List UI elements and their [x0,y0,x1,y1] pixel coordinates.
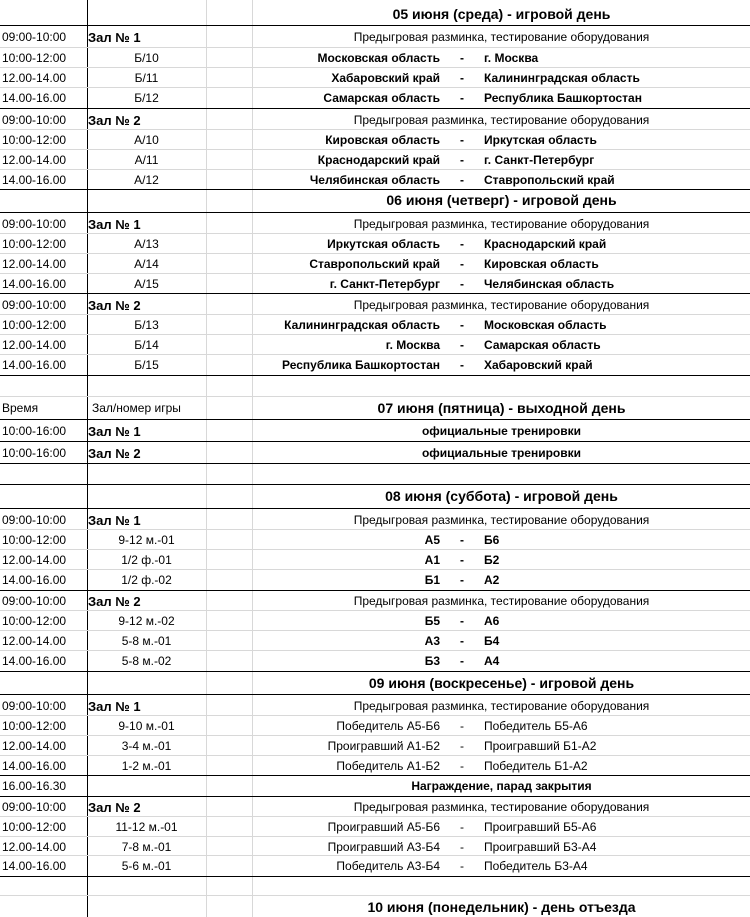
grid-line-horizontal [0,354,750,355]
game-time: 10:00-12:00 [2,51,67,65]
training-time: 10:00-16:00 [2,424,67,438]
day-title-row [0,398,750,418]
team-home: Республика Башкортостан [282,358,440,372]
team-home: Б1 [424,573,440,587]
vs-dash: - [460,654,464,668]
grid-line-horizontal [0,895,750,896]
game-time: 12.00-14.00 [2,71,67,85]
team-away: Самарская область [484,338,601,352]
grid-line-horizontal [0,253,750,254]
grid-line-horizontal [0,694,750,695]
hall-time: 09:00-10:00 [2,800,67,814]
hall-name: Зал № 1 [88,29,141,45]
game-row [0,631,750,651]
hall-note: Предыгровая разминка, тестирование оборудования [353,513,650,527]
game-time: 12.00-14.00 [2,553,67,567]
team-away: Московская область [484,318,607,332]
vs-dash: - [460,859,464,873]
game-code: Б/10 [134,51,159,65]
hall-time: 09:00-10:00 [2,113,67,127]
vs-dash: - [460,153,464,167]
game-row [0,736,750,756]
hall-header-row [0,110,750,130]
hall-header-row [0,591,750,611]
grid-line-horizontal [0,87,750,88]
game-code: 5-8 м.-01 [121,634,172,648]
grid-line-horizontal [0,375,750,376]
game-time: 14.00-16.00 [2,91,67,105]
hall-note: Предыгровая разминка, тестирование оборудования [353,113,650,127]
team-away: г. Москва [484,51,539,65]
hall-note: Предыгровая разминка, тестирование оборудования [353,298,650,312]
vs-dash: - [460,173,464,187]
game-code: 11-12 м.-01 [115,820,178,834]
game-row [0,130,750,150]
game-code: Б/13 [134,318,159,332]
grid-line-horizontal [0,816,750,817]
game-row [0,68,750,88]
game-code: А/14 [134,257,159,271]
hall-name: Зал № 1 [88,698,141,714]
vs-dash: - [460,840,464,854]
game-time: 12.00-14.00 [2,338,67,352]
grid-line-horizontal [0,189,750,190]
game-row [0,254,750,274]
grid-line-horizontal [0,630,750,631]
day-title-row [0,4,750,24]
training-row [0,443,750,463]
team-home: Челябинская область [309,173,440,187]
vs-dash: - [460,739,464,753]
vs-dash: - [460,614,464,628]
vs-dash: - [460,51,464,65]
team-home: Иркутская область [327,237,440,251]
day-title: 08 июня (суббота) - игровой день [385,488,618,504]
team-away: Б6 [484,533,500,547]
grid-line-horizontal [0,549,750,550]
hall-header-row [0,510,750,530]
team-home: Проигравший А5-Б6 [327,820,440,834]
game-code: А/12 [134,173,159,187]
team-home: А1 [424,553,440,567]
game-time: 14.00-16.00 [2,358,67,372]
team-away: Победитель Б1-А2 [484,759,588,773]
hall-note: Предыгровая разминка, тестирование оборудования [353,594,650,608]
game-row [0,756,750,776]
game-code: А/13 [134,237,159,251]
team-home: Победитель А5-Б6 [336,719,440,733]
hall-name: Зал № 1 [88,512,141,528]
hall-header-row [0,27,750,47]
team-away: Победитель Б5-А6 [484,719,588,733]
team-away: Челябинская область [484,277,615,291]
training-row [0,421,750,441]
game-time: 10:00-12:00 [2,318,67,332]
grid-line-horizontal [0,273,750,274]
grid-line-horizontal [0,715,750,716]
game-time: 14.00-16.00 [2,173,67,187]
game-row [0,530,750,550]
grid-line-horizontal [0,755,750,756]
team-away: Б2 [484,553,500,567]
day-title: 10 июня (понедельник) - день отъезда [367,899,636,915]
day-title-row [0,190,750,210]
hall-header-row [0,696,750,716]
game-row [0,315,750,335]
game-code: А/11 [134,153,159,167]
game-code: 7-8 м.-01 [121,840,172,854]
hall-name: Зал № 1 [88,216,141,232]
hall-header-row [0,214,750,234]
training-note: официальные тренировки [421,424,582,438]
grid-line-horizontal [0,67,750,68]
grid-line-horizontal [0,169,750,170]
team-home: г. Москва [385,338,440,352]
team-away: Победитель Б3-А4 [484,859,588,873]
game-code: 5-6 м.-01 [121,859,172,873]
column-header-time: Время [2,401,39,415]
game-row [0,716,750,736]
team-home: Б5 [424,614,440,628]
team-home: Калининградская область [284,318,440,332]
hall-name: Зал № 2 [88,297,141,313]
game-time: 12.00-14.00 [2,634,67,648]
game-code: 1/2 ф.-02 [121,573,172,587]
day-title-row [0,897,750,917]
column-header-hall: Зал/номер игры [92,401,181,415]
grid-line-horizontal [0,396,750,397]
grid-line-horizontal [0,419,750,420]
game-code: Б/12 [134,91,159,105]
grid-line-horizontal [0,129,750,130]
hall-time: 09:00-10:00 [2,30,67,44]
hall-note: Предыгровая разминка, тестирование оборудования [353,30,650,44]
hall-note: Предыгровая разминка, тестирование оборудования [353,217,650,231]
grid-line-horizontal [0,334,750,335]
grid-line-horizontal [0,25,750,26]
grid-line-vertical [87,0,88,917]
game-time: 14.00-16.00 [2,654,67,668]
hall-time: 09:00-10:00 [2,298,67,312]
hall-time: 09:00-10:00 [2,594,67,608]
vs-dash: - [460,257,464,271]
team-home: А3 [424,634,440,648]
game-time: 14.00-16.00 [2,759,67,773]
day-title: 06 июня (четверг) - игровой день [386,192,617,208]
game-code: 1/2 ф.-01 [121,553,172,567]
game-code: 1-2 м.-01 [121,759,172,773]
vs-dash: - [460,820,464,834]
game-row [0,170,750,190]
vs-dash: - [460,533,464,547]
team-away: Проигравший Б5-А6 [484,820,597,834]
ceremony-text: Награждение, парад закрытия [411,779,592,793]
ceremony-time: 16.00-16.30 [2,779,67,793]
hall-name: Зал № 2 [88,445,141,461]
team-home: Самарская область [323,91,440,105]
game-row [0,817,750,837]
hall-name: Зал № 2 [88,593,141,609]
game-code: А/10 [134,133,159,147]
team-away: Проигравший Б3-А4 [484,840,597,854]
grid-line-horizontal [0,293,750,294]
team-home: Хабаровский край [331,71,440,85]
grid-line-vertical [206,0,207,917]
team-home: Ставропольский край [309,257,440,271]
grid-line-horizontal [0,314,750,315]
game-code: 9-10 м.-01 [118,719,175,733]
team-home: Кировская область [325,133,440,147]
hall-note: Предыгровая разминка, тестирование оборудования [353,800,650,814]
game-code: А/15 [134,277,159,291]
team-away: Кировская область [484,257,599,271]
game-time: 10:00-12:00 [2,719,67,733]
game-time: 12.00-14.00 [2,153,67,167]
grid-line-horizontal [0,212,750,213]
grid-line-horizontal [0,484,750,485]
vs-dash: - [460,358,464,372]
game-row [0,335,750,355]
game-row [0,234,750,254]
team-home: Проигравший А1-Б2 [327,739,440,753]
team-home: Московская область [317,51,440,65]
team-home: Краснодарский край [317,153,440,167]
team-away: Проигравший Б1-А2 [484,739,597,753]
team-away: г. Санкт-Петербург [484,153,595,167]
hall-name: Зал № 2 [88,112,141,128]
game-code: Б/11 [134,71,159,85]
day-title: 07 июня (пятница) - выходной день [377,400,626,416]
vs-dash: - [460,573,464,587]
game-code: 5-8 м.-02 [121,654,172,668]
day-title-row [0,673,750,693]
game-time: 10:00-12:00 [2,237,67,251]
vs-dash: - [460,277,464,291]
vs-dash: - [460,759,464,773]
game-row [0,88,750,108]
team-away: А2 [484,573,500,587]
game-row [0,355,750,375]
grid-line-horizontal [0,529,750,530]
hall-header-row [0,295,750,315]
grid-line-horizontal [0,855,750,856]
team-away: Хабаровский край [484,358,593,372]
game-time: 12.00-14.00 [2,257,67,271]
day-title-row [0,486,750,506]
grid-line-horizontal [0,671,750,672]
game-time: 10:00-12:00 [2,533,67,547]
team-away: Калининградская область [484,71,640,85]
hall-header-row [0,797,750,817]
game-row [0,150,750,170]
game-row [0,274,750,294]
hall-name: Зал № 2 [88,799,141,815]
grid-line-horizontal [0,735,750,736]
team-home: г. Санкт-Петербург [329,277,440,291]
grid-line-horizontal [0,876,750,877]
team-home: Б3 [424,654,440,668]
vs-dash: - [460,91,464,105]
grid-line-horizontal [0,796,750,797]
game-time: 12.00-14.00 [2,739,67,753]
game-time: 10:00-12:00 [2,614,67,628]
training-note: официальные тренировки [421,446,582,460]
grid-line-vertical [252,0,253,917]
game-row [0,570,750,590]
game-row [0,837,750,857]
training-time: 10:00-16:00 [2,446,67,460]
team-home: А5 [424,533,440,547]
grid-line-horizontal [0,508,750,509]
team-away: А6 [484,614,500,628]
day-title: 09 июня (воскресенье) - игровой день [368,675,635,691]
game-time: 14.00-16.00 [2,277,67,291]
team-away: Краснодарский край [484,237,607,251]
grid-line-horizontal [0,775,750,776]
vs-dash: - [460,318,464,332]
grid-line-horizontal [0,569,750,570]
grid-line-horizontal [0,108,750,109]
grid-line-horizontal [0,463,750,464]
hall-time: 09:00-10:00 [2,699,67,713]
game-time: 10:00-12:00 [2,820,67,834]
game-code: Б/14 [134,338,159,352]
team-away: Иркутская область [484,133,597,147]
vs-dash: - [460,133,464,147]
grid-line-horizontal [0,590,750,591]
game-time: 10:00-12:00 [2,133,67,147]
game-code: Б/15 [134,358,159,372]
hall-name: Зал № 1 [88,423,141,439]
team-home: Победитель А1-Б2 [336,759,440,773]
game-row [0,651,750,671]
grid-line-horizontal [0,47,750,48]
vs-dash: - [460,71,464,85]
vs-dash: - [460,338,464,352]
game-code: 9-12 м.-02 [118,614,175,628]
game-code: 9-12 м.-01 [118,533,175,547]
game-row [0,48,750,68]
grid-line-horizontal [0,149,750,150]
team-home: Проигравший А3-Б4 [327,840,440,854]
vs-dash: - [460,553,464,567]
grid-line-horizontal [0,836,750,837]
team-away: Б4 [484,634,500,648]
game-row [0,856,750,876]
team-away: А4 [484,654,500,668]
game-time: 12.00-14.00 [2,840,67,854]
game-row [0,550,750,570]
game-row [0,611,750,631]
vs-dash: - [460,634,464,648]
hall-time: 09:00-10:00 [2,217,67,231]
hall-note: Предыгровая разминка, тестирование оборудования [353,699,650,713]
team-away: Ставропольский край [484,173,615,187]
grid-line-horizontal [0,441,750,442]
grid-line-horizontal [0,610,750,611]
team-home: Победитель А3-Б4 [336,859,440,873]
hall-time: 09:00-10:00 [2,513,67,527]
day-title: 05 июня (среда) - игровой день [392,6,611,22]
game-code: 3-4 м.-01 [121,739,172,753]
vs-dash: - [460,719,464,733]
team-away: Республика Башкортостан [484,91,642,105]
ceremony-row [0,776,750,796]
grid-line-horizontal [0,650,750,651]
game-time: 14.00-16.00 [2,859,67,873]
vs-dash: - [460,237,464,251]
grid-line-horizontal [0,233,750,234]
game-time: 14.00-16.00 [2,573,67,587]
